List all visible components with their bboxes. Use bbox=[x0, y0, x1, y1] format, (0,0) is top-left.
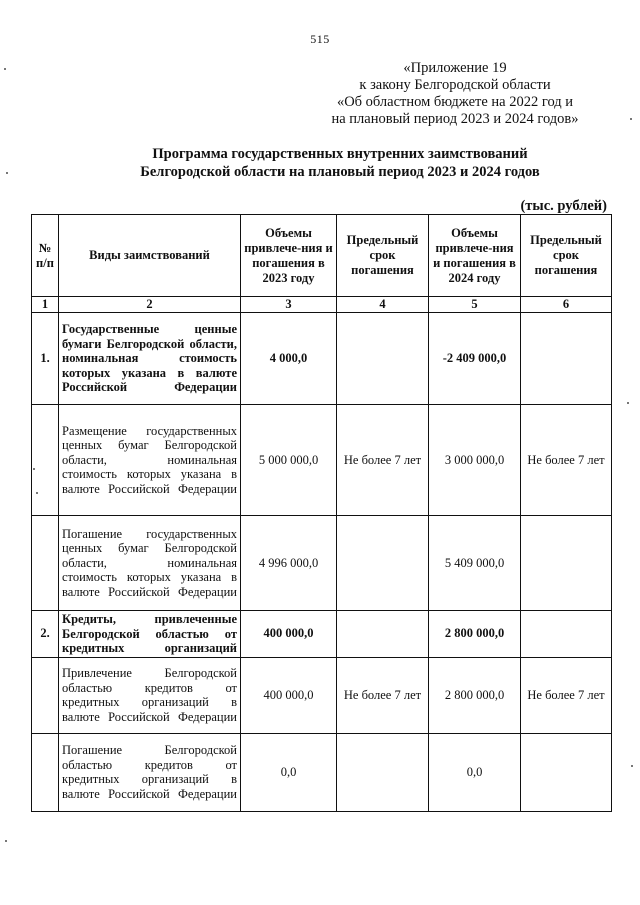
row-volume-2024: 2 800 000,0 bbox=[429, 657, 521, 733]
document-title bbox=[60, 145, 620, 181]
row-term-2023 bbox=[337, 611, 429, 658]
row-name: Погашение Белгородской областью кредитов от кредитных организаций в валюте Российской Федерации bbox=[59, 733, 241, 811]
row-name: Привлечение Белгородской областью кредитов от кредитных организаций в валюте Российской Федерации bbox=[59, 657, 241, 733]
row-term-2024 bbox=[521, 313, 612, 405]
row-num: 1. bbox=[32, 313, 59, 405]
row-num bbox=[32, 405, 59, 516]
scan-speck bbox=[36, 492, 38, 494]
column-number: 6 bbox=[521, 297, 612, 313]
appendix-line: «Приложение 19 bbox=[403, 60, 507, 76]
row-volume-2023: 0,0 bbox=[241, 733, 337, 811]
header-term-2023: Предельный срок погашения bbox=[337, 215, 429, 297]
title-line: Белгородской области на плановый период 2023 и 2024 годов bbox=[140, 164, 540, 180]
row-term-2023: Не более 7 лет bbox=[337, 405, 429, 516]
row-volume-2023: 400 000,0 bbox=[241, 611, 337, 658]
appendix-header bbox=[300, 60, 610, 128]
scan-speck bbox=[5, 840, 7, 842]
table-header-row bbox=[32, 215, 612, 297]
row-volume-2024: -2 409 000,0 bbox=[429, 313, 521, 405]
row-volume-2023: 4 000,0 bbox=[241, 313, 337, 405]
row-volume-2023: 5 000 000,0 bbox=[241, 405, 337, 516]
page-number: 515 bbox=[310, 32, 330, 46]
scan-speck bbox=[627, 402, 629, 404]
row-term-2024 bbox=[521, 611, 612, 658]
row-volume-2023: 400 000,0 bbox=[241, 657, 337, 733]
row-name: Размещение государственных ценных бумаг Белгородской области, номинальная стоимость которых указана в валюте Российской Федерации bbox=[59, 405, 241, 516]
header-volume-2023: Объемы привлече-ния и погашения в 2023 году bbox=[241, 215, 337, 297]
row-num bbox=[32, 516, 59, 611]
table-row-securities bbox=[32, 313, 612, 405]
row-term-2024 bbox=[521, 733, 612, 811]
row-num: 2. bbox=[32, 611, 59, 658]
row-term-2023 bbox=[337, 313, 429, 405]
column-number: 3 bbox=[241, 297, 337, 313]
table-row-credits-repayment bbox=[32, 733, 612, 811]
scan-speck bbox=[33, 468, 35, 470]
title-line: Программа государственных внутренних заимствований bbox=[152, 146, 528, 162]
column-number: 2 bbox=[59, 297, 241, 313]
column-number: 4 bbox=[337, 297, 429, 313]
row-term-2023 bbox=[337, 733, 429, 811]
scan-speck bbox=[631, 765, 633, 767]
header-kind: Виды заимствований bbox=[59, 215, 241, 297]
appendix-line: на плановый период 2023 и 2024 годов» bbox=[331, 111, 579, 127]
header-volume-2024: Объемы привлече-ния и погашения в 2024 году bbox=[429, 215, 521, 297]
column-number: 5 bbox=[429, 297, 521, 313]
appendix-line: «Об областном бюджете на 2022 год и bbox=[336, 94, 574, 110]
row-volume-2024: 0,0 bbox=[429, 733, 521, 811]
row-term-2023: Не более 7 лет bbox=[337, 657, 429, 733]
header-term-2024: Предельный срок погашения bbox=[521, 215, 612, 297]
column-number: 1 bbox=[32, 297, 59, 313]
table-row-credits bbox=[32, 611, 612, 658]
row-term-2023 bbox=[337, 516, 429, 611]
row-term-2024 bbox=[521, 516, 612, 611]
row-volume-2023: 4 996 000,0 bbox=[241, 516, 337, 611]
row-volume-2024: 3 000 000,0 bbox=[429, 405, 521, 516]
row-volume-2024: 5 409 000,0 bbox=[429, 516, 521, 611]
row-num bbox=[32, 657, 59, 733]
row-name: Погашение государственных ценных бумаг Белгородской области, номинальная стоимость которых указана в валюте Российской Федерации bbox=[59, 516, 241, 611]
column-number-row bbox=[32, 297, 612, 313]
row-name: Государственные ценные бумаги Белгородской области, номинальная стоимость которых указана в валюте Российской Федерации bbox=[59, 313, 241, 405]
scan-speck bbox=[4, 68, 6, 70]
scan-speck bbox=[6, 172, 8, 174]
units-label: (тыс. рублей) bbox=[520, 198, 607, 214]
header-num: № п/п bbox=[32, 215, 59, 297]
appendix-line: к закону Белгородской области bbox=[359, 77, 551, 93]
row-volume-2024: 2 800 000,0 bbox=[429, 611, 521, 658]
scan-speck bbox=[630, 118, 632, 120]
borrowings-table bbox=[31, 214, 612, 812]
table-row-securities-repayment bbox=[32, 516, 612, 611]
row-term-2024: Не более 7 лет bbox=[521, 405, 612, 516]
row-term-2024: Не более 7 лет bbox=[521, 657, 612, 733]
row-num bbox=[32, 733, 59, 811]
row-name: Кредиты, привлеченные Белгородской областью от кредитных организаций bbox=[59, 611, 241, 658]
table-row-credits-attraction bbox=[32, 657, 612, 733]
table-row-securities-placement bbox=[32, 405, 612, 516]
